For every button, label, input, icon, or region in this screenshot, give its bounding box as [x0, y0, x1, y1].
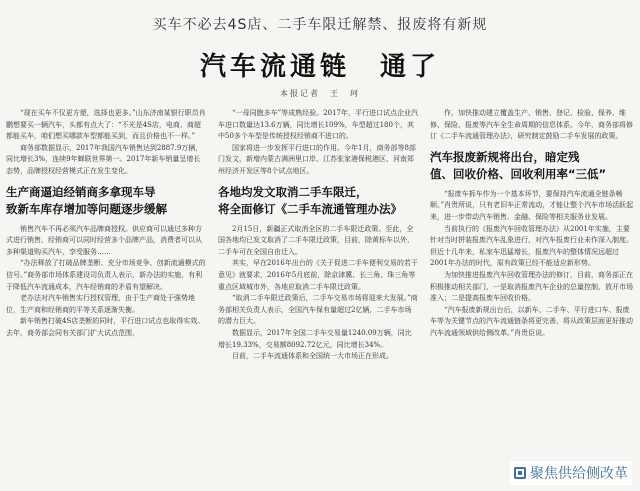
- paragraph: “报废车拆车作为一个基本环节，要保持汽车流通全链条畅顺。”肖贵所说，只有老旧车正常流动，才能让整个汽车市场活跃起来，进一步带动汽车销售、金融、保险等相关服务业发展。: [430, 189, 634, 221]
- paragraph: 商务部数据显示，2017年我国汽车销售达到2887.9万辆，同比增长3%，连续9年蝉联世界第一。2017年新车销量呈增长态势，品牌授权经营模式正在发生变化。: [6, 143, 203, 175]
- byline: 本报记者 王 珂: [280, 89, 360, 98]
- subheading-line: 值、回收价格、回收利用率“三低”: [430, 166, 607, 181]
- paragraph: 其实，早在2016年出台的《关于促进二手车便利交易的若干意见》就要求，2016年5月底前，除京津冀、长三角、珠三角等重点区域城市外，各地应取消二手车限迁政策。: [218, 259, 418, 291]
- watermark: [510, 461, 632, 485]
- column-2: [218, 108, 418, 486]
- paragraph: 新车销售打破4S店垄断的同时，平行进口试点也取得实效。去年，商务部会同有关部门扩大试点范围，: [6, 317, 205, 337]
- paragraph: 老办法对汽车销售实行授权管理，由于生产商处于强势地位，生产商和经销商的平等关系逐渐失衡。: [6, 294, 195, 314]
- watermark-text: 聚焦供给侧改革: [530, 466, 628, 482]
- subheading: [430, 149, 634, 183]
- subheading: [218, 184, 418, 218]
- paragraph: 为加快推进报废汽车回收管理办法的修订，目前，商务部正在积极推动相关部门，一是取消报废汽车企业的总量控制，放开市场准入；二是提高报废车回收价格。: [430, 270, 633, 303]
- paragraph: 销售汽车不再必须汽车品牌商授权。供应商可以通过多种方式进行销售，经销商可以同时经营多个品牌产品，消费者可以从多种渠道购买汽车，享受服务……: [6, 224, 202, 256]
- wechat-official-icon: [514, 467, 526, 479]
- kicker: 买车不必去4S店、二手车限迁解禁、报废将有新规: [152, 17, 488, 33]
- subheading-line: 致新车库存增加等问题逐步缓解: [6, 201, 167, 216]
- paragraph: 当前执行的《报废汽车回收管理办法》从2001年实施，主要针对当时拼装报废汽车乱象进行，对汽车报废行业未作深入制度。但近十几年来，私家车迅猛增长，报废汽车的整体情况远超过2001年办法的时代，原有政策已经不能适应新形势。: [430, 224, 633, 268]
- paragraph: “一母同胞多车”等成熟经验。2017年，平行进口试点企业汽车进口数量达13.6万辆，同比增长109%，车型超过180个，其中50多个车型是传统授权经销商不进口的。: [218, 109, 418, 141]
- subheading-line: 生产商逼迫经销商多拿现车导: [6, 184, 156, 199]
- headline: 汽车流通链 通了: [199, 52, 440, 82]
- paragraph: “现在买车不仅更方便，选择也更多。”山东济南某银行职员肖鹏想要买一辆汽车，头都有点大了：“不光是4S店，电商、商超都能买车，咱们想买哪款车型都能买到，而且价格也不一样。”: [6, 109, 206, 141]
- subheading: [6, 184, 206, 218]
- subheading-line: 将全面修订《二手车流通管理办法》: [218, 201, 402, 216]
- paragraph: 作，加快推动建立覆盖生产、销售、登记、检验、保养、维修、保险、报废等汽车全生命周期的信息体系。今年，商务部将修订《二手车流通管理办法》，研究制定鼓励二手车发展的政策。: [430, 109, 633, 141]
- column-1: [6, 108, 206, 486]
- paragraph: 目前，二手车流通体系和全国统一大市场正在形成。: [232, 352, 393, 361]
- subheading-line: 汽车报废新规将出台，暗定残: [430, 149, 580, 164]
- subheading-line: 各地均发文取消二手车限迁，: [218, 184, 368, 199]
- column-3: [430, 108, 634, 470]
- paragraph: 2月15日，新疆正式取消全区的二手车限迁政策。至此，全国各地均已发文取消了二手车限迁政策，目前，除黄标车以外，二手车可在全国自由迁入。: [218, 224, 414, 256]
- paragraph: “汽车报废新规出台后，以新车、二手车、平行进口车、报废车等为关键节点的汽车流通链条将更完善，将从政策层面更好推动汽车流通领域供给侧改革。”肖贵臣说。: [430, 305, 633, 337]
- paragraph: “办法释放了打破品牌垄断、充分市场竞争、创新流通模式的信号。”商务部市场体系建设司负责人表示，新办法的实施，有利于降低汽车流通成本，汽车经销商的矛盾有望解决。: [6, 259, 206, 291]
- paragraph: 国家将进一步发挥平行进口的作用。今年1月，商务部等8部门发文，新增内蒙古满洲里口岸、江苏张家港保税港区、河南郑州经济开发区等8个试点地区。: [218, 143, 416, 175]
- paragraph: 数据显示，2017年全国二手车交易量1240.09万辆，同比增长19.33%，交易额8092.72亿元，同比增长34%。: [218, 328, 412, 349]
- paragraph: “取消二手车限迁政策后，二手车交易市场将迎来大发展。”商务部相关负责人表示，全国汽车保有量超过2亿辆，二手车市场的潜力巨大。: [218, 294, 418, 326]
